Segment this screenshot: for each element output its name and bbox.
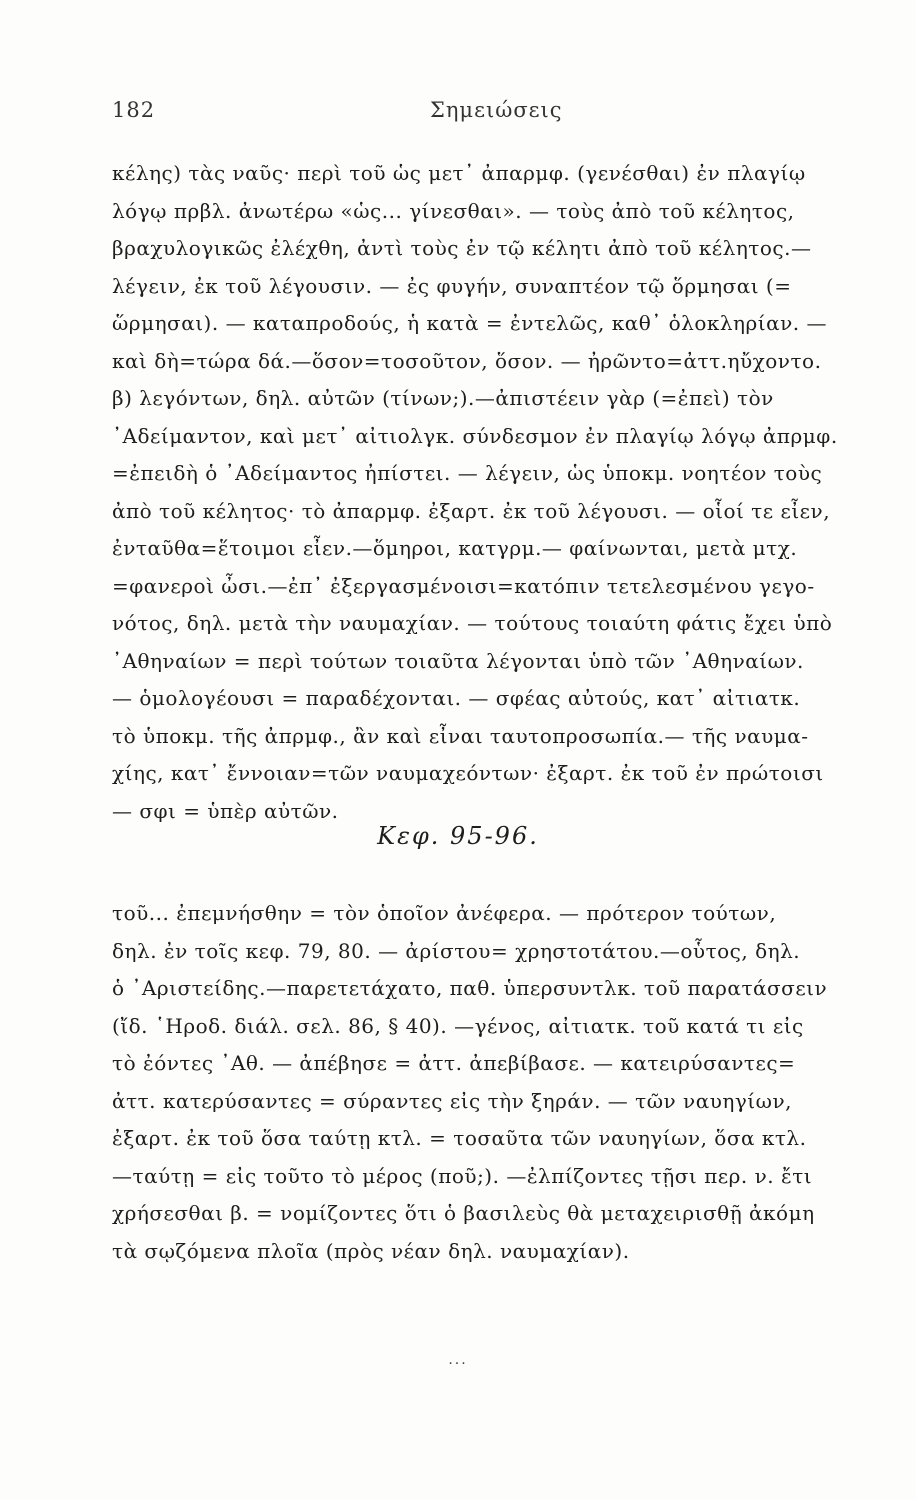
text-line: —ταύτῃ = εἰς τοῦτο τὸ μέρος (ποῦ;). —ἐλπίζοντες τῇσι περ. ν. ἔτι — [112, 1163, 813, 1188]
text-line: ἀττ. κατερύσαντες = σύραντες εἰς τὴν ξηράν. — τῶν ναυηγίων, — [112, 1088, 792, 1113]
text-line: βραχυλογικῶς ἐλέχθη, ἀντὶ τοὺς ἐν τῷ κέλητι ἀπὸ τοῦ κέλητος.— — [112, 236, 812, 260]
notes-block-2 — [112, 895, 872, 1270]
text-line: καὶ δὴ=τώρα δά.—ὅσον=τοσοῦτον, ὅσον. — ἠρῶντο=ἀττ.ηὔχοντο. — [112, 348, 822, 373]
text-line: δηλ. ἐν τοῖς κεφ. 79, 80. — ἀρίστου= χρηστοτάτου.—οὗτος, δηλ. — [112, 938, 801, 963]
text-line: τὰ σῳζόμενα πλοῖα (πρὸς νέαν δηλ. ναυμαχίαν). — [112, 1238, 630, 1263]
text-line: ἐξαρτ. ἐκ τοῦ ὅσα ταύτῃ κτλ. = τοσαῦτα τῶν ναυηγίων, ὅσα κτλ. — [112, 1126, 807, 1150]
notes-block-1 — [112, 155, 872, 830]
text-line: χρήσεσθαι β. = νομίζοντες ὅτι ὁ βασιλεὺς θὰ μεταχειρισθῇ ἀκόμη — [112, 1201, 815, 1225]
text-line: ᾽Αθηναίων = περὶ τούτων τοιαῦτα λέγονται ὑπὸ τῶν ᾽Αθηναίων. — [112, 648, 804, 673]
text-line: ἐνταῦθα=ἕτοιμοι εἶεν.—ὅμηροι, κατγρμ.— φαίνωνται, μετὰ μτχ. — [112, 536, 798, 560]
text-line: κέλης) τὰς ναῦς· περὶ τοῦ ὡς μετ᾽ ἀπαρμφ. (γενέσθαι) ἐν πλαγίῳ — [112, 161, 806, 185]
page-number: 182 — [112, 98, 156, 122]
text-line: (ἴδ. ῾Ηροδ. διάλ. σελ. 86, § 40). —γένος, αἰτιατκ. τοῦ κατά τι εἰς — [112, 1013, 804, 1038]
text-line: =ἐπειδὴ ὁ ᾽Αδείμαντος ἠπίστει. — λέγειν, ὡς ὑποκμ. νοητέον τοὺς — [112, 461, 823, 485]
text-line: λόγῳ πρβλ. ἀνωτέρω «ὡς... γίνεσθαι». — τοὺς ἀπὸ τοῦ κέλητος, — [112, 198, 795, 223]
section-heading: Κεφ. 95-96. — [377, 822, 539, 850]
text-line: ᾽Αδείμαντον, καὶ μετ᾽ αἰτιολγκ. σύνδεσμον ἐν πλαγίῳ λόγῳ ἀπρμφ. — [112, 423, 838, 448]
text-line: λέγειν, ἐκ τοῦ λέγουσιν. — ἐς φυγήν, συναπτέον τῷ ὅρμησαι (= — [112, 273, 792, 298]
text-line: τὸ ὑποκμ. τῆς ἀπρμφ., ἂν καὶ εἶναι ταυτοπροσωπία.— τῆς ναυμα- — [112, 723, 809, 748]
text-line: β) λεγόντων, δηλ. αὐτῶν (τίνων;).—ἀπιστέειν γὰρ (=ἐπεὶ) τὸν — [112, 386, 774, 410]
text-line: τὸ ἐόντες ᾽Αθ. — ἀπέβησε = ἀττ. ἀπεβίβασε. — κατειρύσαντες= — [112, 1051, 796, 1075]
text-line: — ὁμολογέουσι = παραδέχονται. — σφέας αὐτούς, κατ᾽ αἰτιατκ. — [112, 686, 801, 710]
text-line: ὁ ᾽Αριστείδης.—παρετετάχατο, παθ. ὑπερσυντλκ. τοῦ παρατάσσειν — [112, 976, 828, 1000]
text-line: νότος, δηλ. μετὰ τὴν ναυμαχίαν. — τούτους τοιαύτη φάτις ἔχει ὑπὸ — [112, 611, 833, 635]
text-line: =φανεροὶ ὦσι.—ἐπ᾽ ἐξεργασμένοισι=κατόπιν τετελεσμένου γεγο- — [112, 573, 815, 598]
text-line: — σφι = ὑπὲρ αὐτῶν. — [112, 798, 339, 823]
footer-mark: ... — [448, 1352, 468, 1368]
header-title: Σημειώσεις — [430, 98, 563, 122]
text-line: ἀπὸ τοῦ κέλητος· τὸ ἀπαρμφ. ἐξαρτ. ἐκ τοῦ λέγουσι. — οἷοί τε εἶεν, — [112, 498, 831, 523]
running-head — [112, 98, 812, 138]
text-line: ὥρμησαι). — καταπροδούς, ἡ κατὰ = ἐντελῶς, καθ᾽ ὁλοκληρίαν. — — [112, 311, 828, 335]
text-line: τοῦ... ἐπεμνήσθην = τὸν ὁποῖον ἀνέφερα. — πρότερον τούτων, — [112, 901, 777, 925]
text-line: χίης, κατ᾽ ἔννοιαν=τῶν ναυμαχεόντων· ἐξαρτ. ἐκ τοῦ ἐν πρώτοισι — [112, 761, 824, 785]
